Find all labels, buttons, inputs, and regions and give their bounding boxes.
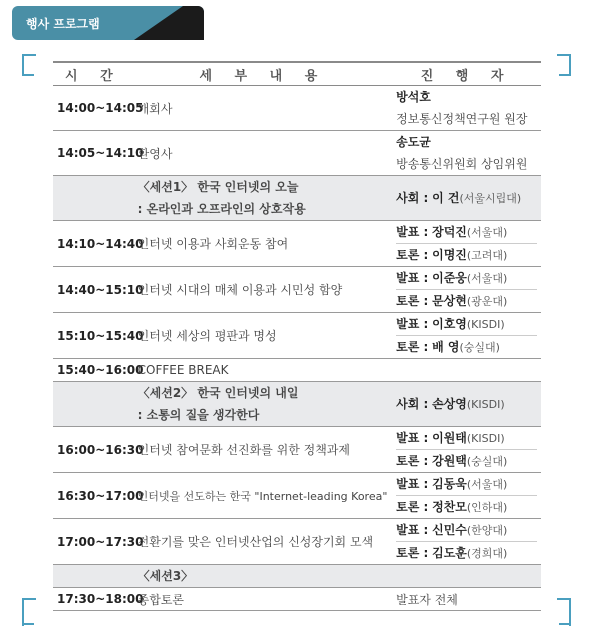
lead-entry: [396, 519, 537, 541]
lead-affiliation: (서울대): [466, 226, 508, 239]
lead-role: 사회 :: [396, 191, 429, 205]
corner-bracket-bottom-right-foot: [559, 623, 571, 625]
lead-affiliation: 정보통신정책연구원 원장: [396, 112, 528, 126]
session-row: [53, 382, 541, 427]
lead-affiliation: (경희대): [466, 547, 508, 560]
corner-bracket-bottom-left-foot: [22, 623, 34, 625]
row-lead: [392, 382, 541, 427]
table-row: [53, 427, 541, 473]
lead-name: 이명진: [432, 248, 467, 262]
lead-affiliation: (KISDI): [466, 318, 505, 331]
row-time: 17:30~18:00: [53, 588, 134, 611]
lead-name: 이 건: [432, 191, 460, 205]
session-title-line: 〈세션1〉 한국 인터넷의 오늘: [137, 180, 299, 194]
row-content: 인터넷 이용과 사회운동 참여: [134, 221, 392, 267]
row-time: 16:00~16:30: [53, 427, 134, 473]
table-row: [53, 221, 541, 267]
lead-role: 토론 :: [396, 248, 429, 262]
lead-affiliation: (서울대): [466, 272, 508, 285]
lead-role: 토론 :: [396, 454, 429, 468]
lead-name: 장덕진: [432, 225, 467, 239]
row-lead: [392, 519, 541, 565]
row-content: 종합토론: [134, 588, 392, 611]
lead-entry: [396, 473, 537, 495]
lead-affiliation: (고려대): [466, 249, 508, 262]
row-content: 환영사: [134, 131, 392, 176]
row-lead: [392, 176, 541, 221]
lead-affiliation: (KISDI): [466, 398, 505, 411]
table-row: [53, 131, 541, 176]
lead-affiliation: (인하대): [466, 501, 508, 514]
schedule-body: [53, 86, 541, 611]
corner-bracket-bottom-right: [557, 598, 571, 626]
lead-role: 발표 :: [396, 271, 429, 285]
row-lead: [392, 267, 541, 313]
lead-name: 이원태: [432, 431, 467, 445]
header-content: 세 부 내 용: [134, 62, 392, 86]
lead-name: 신민수: [432, 523, 467, 537]
lead-role: 토론 :: [396, 294, 429, 308]
row-content: 전환기를 맞은 인터넷산업의 신성장기회 모색: [134, 519, 392, 565]
row-time: 15:10~15:40: [53, 313, 134, 359]
row-content: 인터넷 세상의 평판과 명성: [134, 313, 392, 359]
lead-affiliation: (광운대): [466, 295, 508, 308]
row-lead: [392, 131, 541, 176]
corner-bracket-top-left: [22, 54, 36, 76]
lead-affiliation: (숭실대): [466, 455, 508, 468]
row-lead: [392, 86, 541, 131]
corner-bracket-top-right: [557, 54, 571, 76]
row-time: 14:10~14:40: [53, 221, 134, 267]
lead-role: 발표 :: [396, 523, 429, 537]
session-row: [53, 176, 541, 221]
corner-bracket-top-right-foot: [559, 74, 571, 76]
table-row: [53, 588, 541, 611]
row-time: 14:05~14:10: [53, 131, 134, 176]
session-title: [134, 176, 392, 221]
lead-name: 문상현: [432, 294, 467, 308]
lead-entry: [396, 243, 537, 266]
lead-entry: [396, 267, 537, 289]
lead-entry: [396, 221, 537, 243]
lead-affiliation: (서울시립대): [459, 192, 522, 205]
lead-affiliation: (서울대): [466, 478, 508, 491]
table-row: [53, 267, 541, 313]
table-row: [53, 86, 541, 131]
lead-role: 토론 :: [396, 340, 429, 354]
lead-name: 손상영: [432, 397, 467, 411]
table-row: [53, 473, 541, 519]
lead-name: 김동욱: [432, 477, 467, 491]
row-content: 개회사: [134, 86, 392, 131]
lead-name: 송도균: [396, 135, 431, 149]
row-time: [53, 176, 134, 221]
lead-name: 배 영: [432, 340, 460, 354]
session-row: [53, 565, 541, 588]
lead-entry: [396, 289, 537, 312]
row-lead: [392, 313, 541, 359]
session-title: [134, 382, 392, 427]
row-time: 14:40~15:10: [53, 267, 134, 313]
lead-entry: [396, 187, 537, 209]
session-subtitle-line: : 온라인과 오프라인의 상호작용: [137, 202, 306, 216]
row-lead: [392, 588, 541, 611]
lead-name: 방석호: [396, 90, 431, 104]
row-content: 인터넷 시대의 매체 이용과 시민성 함양: [134, 267, 392, 313]
row-time: 16:30~17:00: [53, 473, 134, 519]
header-time: 시 간: [53, 62, 134, 86]
lead-role: 발표 :: [396, 431, 429, 445]
row-time: [53, 382, 134, 427]
lead-affiliation: (한양대): [466, 524, 508, 537]
lead-affiliation: (숭실대): [459, 341, 500, 354]
row-lead: [392, 359, 541, 382]
row-time: [53, 565, 134, 588]
table-row: [53, 313, 541, 359]
section-title-tab: [12, 6, 204, 40]
row-lead: [392, 221, 541, 267]
row-time: 15:40~16:00: [53, 359, 134, 382]
title-tab-accent: [134, 6, 204, 40]
session-subtitle-line: : 소통의 질을 생각한다: [137, 408, 260, 422]
lead-role: 토론 :: [396, 546, 429, 560]
lead-role: 발표 :: [396, 477, 429, 491]
lead-entry: [396, 449, 537, 472]
row-lead: [392, 473, 541, 519]
corner-bracket-bottom-left: [22, 598, 36, 626]
lead-role: 발표 :: [396, 225, 429, 239]
table-row: [53, 519, 541, 565]
lead-name: 이준웅: [432, 271, 467, 285]
session-title-line: 〈세션2〉 한국 인터넷의 내일: [137, 386, 299, 400]
lead-entry: [396, 541, 537, 564]
table-header-row: [53, 62, 541, 86]
lead-entry: [396, 393, 537, 415]
lead-entry: [396, 313, 537, 335]
row-lead: [392, 565, 541, 588]
lead-entry: [396, 495, 537, 518]
lead-role: 사회 :: [396, 397, 429, 411]
lead-entry: [396, 427, 537, 449]
lead-affiliation: (KISDI): [466, 432, 505, 445]
session-title: 〈세션3〉: [134, 565, 392, 588]
header-lead: 진 행 자: [392, 62, 541, 86]
lead-name: 강원택: [432, 454, 467, 468]
row-content: 인터넷 참여문화 선진화를 위한 정책과제: [134, 427, 392, 473]
lead-entry: [396, 335, 537, 358]
lead-name: 김도훈: [432, 546, 467, 560]
lead-name: 이호영: [432, 317, 467, 331]
corner-bracket-top-left-foot: [22, 74, 34, 76]
row-content: COFFEE BREAK: [134, 359, 392, 382]
row-time: 14:00~14:05: [53, 86, 134, 131]
row-lead: [392, 427, 541, 473]
row-content: 인터넷을 선도하는 한국 "Internet-leading Korea": [134, 473, 392, 519]
program-schedule-table: [53, 61, 541, 611]
lead-affiliation: 발표자 전체: [396, 592, 458, 607]
section-title: 행사 프로그램: [26, 17, 100, 31]
row-time: 17:00~17:30: [53, 519, 134, 565]
lead-name: 정찬모: [432, 500, 467, 514]
table-row: [53, 359, 541, 382]
lead-role: 발표 :: [396, 317, 429, 331]
lead-role: 토론 :: [396, 500, 429, 514]
lead-affiliation: 방송통신위원회 상임위원: [396, 157, 528, 171]
